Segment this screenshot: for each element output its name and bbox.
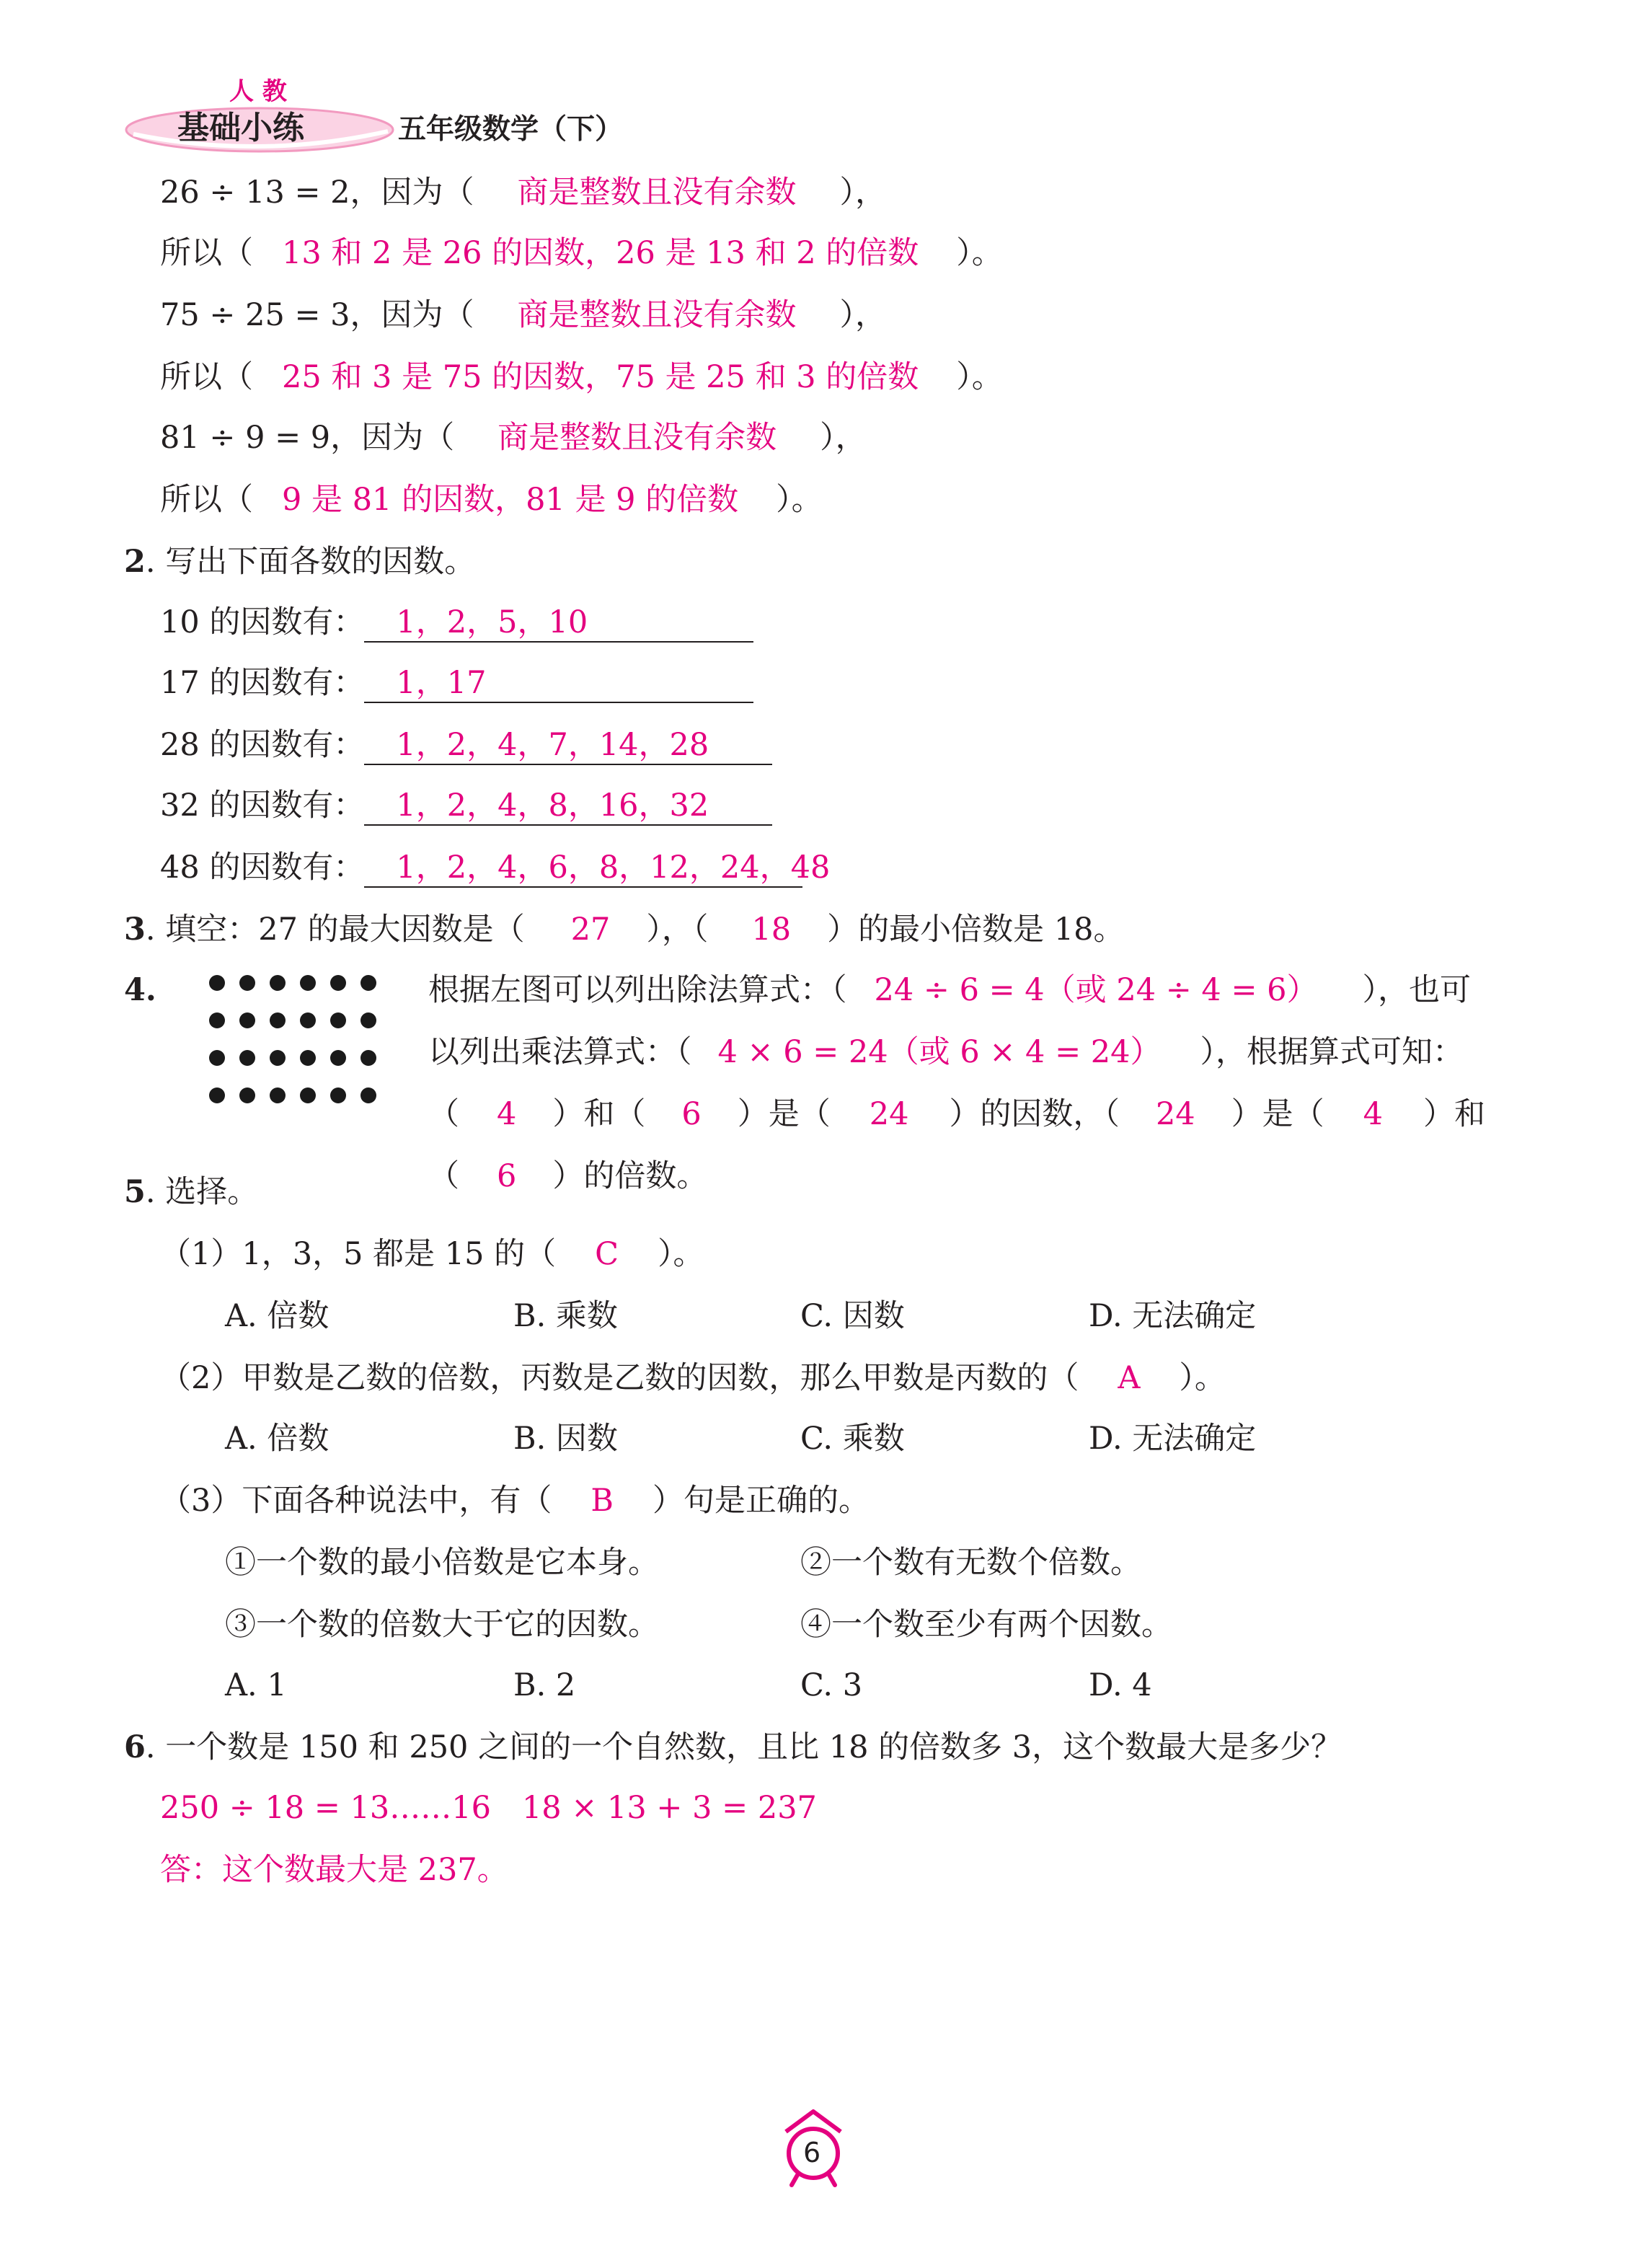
q5-sub-2-answer: A [1118,1360,1141,1396]
q2-row-label: 48 的因数有： [160,850,365,886]
dot [330,1050,346,1066]
q1-line-2-text: 所以（ [160,235,253,271]
dot [330,975,346,991]
q5-statement-2: ②一个数有无数个倍数。 [800,1545,1141,1581]
q4-text: ），也可 [1362,972,1471,1008]
q5-sub-3-opt-c: C. 3 [800,1667,863,1703]
question-3 [124,912,1125,948]
dot [330,1087,346,1103]
q6-stem-text: . 一个数是 150 和 250 之间的一个自然数，且比 18 的倍数多 3，这个数最大是多少？ [145,1729,1342,1765]
q5-sub-1-opt-a: A. 倍数 [225,1298,329,1334]
q5-sub-2 [160,1360,1226,1396]
q5-sub-3-opt-b: B. 2 [513,1667,576,1703]
q1-line-3-answer: 商是整数且没有余数 [517,297,797,333]
q1-line-4-end: ）。 [956,359,1003,395]
q2-row-answer: 1，2，4，6，8，12，24，48 [396,850,831,886]
q5-number: 5 [124,1174,146,1210]
dot [300,975,316,991]
q3-text-3: ）的最小倍数是 18。 [827,912,1125,948]
q6-working: 250 ÷ 18 = 13……16 18 × 13 + 3 = 237 [160,1790,817,1826]
page-number: 6 [803,2137,821,2168]
q2-row-label: 28 的因数有： [160,727,365,763]
q2-row-answer: 1，2，4，7，14，28 [396,727,709,763]
q5-sub-3-end: ）句是正确的。 [652,1483,870,1519]
q1-line-1-answer: 商是整数且没有余数 [517,175,797,211]
dot [360,1087,376,1103]
q1-line-5-answer: 商是整数且没有余数 [497,420,777,456]
dot [239,975,255,991]
q1-line-6-answer: 9 是 81 的因数，81 是 9 的倍数 [282,482,739,518]
q4-answer: 6 [497,1158,517,1194]
q2-row-28 [160,727,772,765]
q2-row-answer: 1，2，4，8，16，32 [396,787,709,824]
q4-line-3 [428,1096,1486,1132]
q5-sub-3 [160,1483,870,1519]
q3-number: 3 [124,912,146,948]
q2-row-answer: 1，17 [396,665,487,701]
dot [300,1050,316,1066]
q1-line-5 [160,420,867,456]
q4-number-text: 4 [124,972,146,1008]
q5-sub-2-end: ）。 [1179,1360,1226,1396]
q2-row-label: 10 的因数有： [160,604,365,640]
dot [239,1050,255,1066]
q4-answer: 24 [869,1096,909,1132]
dot [270,975,286,991]
dot [209,1087,225,1103]
q5-sub-1-opt-c: C. 因数 [800,1298,905,1334]
dot [270,1087,286,1103]
q2-stem [124,544,476,580]
q5-sub-2-opt-d: D. 无法确定 [1089,1421,1257,1457]
dot [270,1050,286,1066]
q6-stem [124,1729,1342,1765]
q4-text: ）的因数，（ [949,1096,1120,1132]
q4-answer: 4 [1363,1096,1384,1132]
q2-row-label: 32 的因数有： [160,787,365,824]
q4-answer-multiplication: 4 × 6 = 24（或 6 × 4 = 24） [717,1034,1162,1070]
q5-sub-1-opt-d: D. 无法确定 [1089,1298,1257,1334]
q4-text: ）的倍数。 [552,1158,708,1194]
q5-stem-text: . 选择。 [145,1174,259,1210]
q4-text: ）是（ [737,1096,831,1132]
q4-answer: 4 [497,1096,517,1132]
q3-text-1: . 填空：27 的最大因数是（ [145,912,525,948]
q4-text: （ [428,1158,459,1194]
q5-sub-2-question: （2）甲数是乙数的倍数，丙数是乙数的因数，那么甲数是丙数的（ [160,1360,1079,1396]
q4-text: 以列出乘法算式：（ [428,1034,692,1070]
answer-line [364,850,831,888]
dot [239,1012,255,1028]
dot [330,1012,346,1028]
q2-row-label: 17 的因数有： [160,665,365,701]
q3-answer-2: 18 [751,912,792,948]
q1-line-5-end: ）， [820,420,867,456]
publisher-tag: 人 教 [229,77,287,106]
q1-line-3 [160,297,887,333]
q1-line-3-text: 75 ÷ 25 = 3，因为（ [160,297,474,333]
q5-sub-3-question: （3）下面各种说法中，有（ [160,1483,552,1519]
dot [300,1012,316,1028]
q5-stem [124,1174,259,1210]
q2-row-10 [160,604,753,643]
q1-line-2 [160,235,1003,271]
q4-text: ），根据算式可知： [1200,1034,1464,1070]
q2-stem-text: . 写出下面各数的因数。 [145,544,476,580]
q3-text-2: ），（ [646,912,709,948]
book-title: 五年级数学（下） [398,113,624,146]
q5-sub-1-opt-b: B. 乘数 [513,1298,618,1334]
q1-line-6-end: ）。 [776,482,823,518]
q6-answer: 答：这个数最大是 237。 [160,1852,508,1888]
q1-line-6 [160,482,823,518]
q1-line-3-end: ）， [839,297,887,333]
q2-row-48 [160,850,831,888]
q5-sub-1 [160,1236,704,1272]
q5-sub-1-answer: C [595,1236,619,1272]
q1-line-4 [160,359,1003,395]
q1-line-2-end: ）。 [956,235,1003,271]
q4-text: ）和（ [552,1096,646,1132]
q5-sub-2-opt-a: A. 倍数 [225,1421,329,1457]
q4-line-1 [428,972,1471,1008]
dot [360,1050,376,1066]
dot [209,975,225,991]
q1-line-1-end: ）， [839,175,887,211]
q4-line-2 [428,1034,1464,1070]
dot [360,975,376,991]
q5-sub-2-opt-c: C. 乘数 [800,1421,905,1457]
q2-row-17 [160,665,753,703]
answer-line [364,604,753,643]
q1-line-6-text: 所以（ [160,482,253,518]
q1-line-1-text: 26 ÷ 13 = 2，因为（ [160,175,474,211]
q5-statement-1: ①一个数的最小倍数是它本身。 [225,1545,659,1581]
q5-sub-2-opt-b: B. 因数 [513,1421,618,1457]
q5-statement-4: ④一个数至少有两个因数。 [800,1607,1172,1643]
q4-number: 4. [124,972,156,1008]
dot [239,1087,255,1103]
q4-answer: 24 [1155,1096,1195,1132]
q3-answer-1: 27 [570,912,611,948]
answer-line [364,727,772,765]
q5-sub-1-end: ）。 [658,1236,704,1272]
dot [360,1012,376,1028]
dot [209,1050,225,1066]
q4-text: ）和 [1423,1096,1486,1132]
dot-array-figure [208,974,388,1111]
q5-sub-3-opt-d: D. 4 [1089,1667,1152,1703]
q4-answer-division: 24 ÷ 6 = 4（或 24 ÷ 4 = 6） [874,972,1318,1008]
dot [209,1012,225,1028]
q5-statement-3: ③一个数的倍数大于它的因数。 [225,1607,659,1643]
series-title: 基础小练 [177,110,304,146]
dot [300,1087,316,1103]
q2-number: 2 [124,544,146,580]
q4-line-4 [428,1158,708,1194]
q5-sub-3-opt-a: A. 1 [225,1667,287,1703]
q4-text: ）是（ [1231,1096,1324,1132]
dot [270,1012,286,1028]
q6-number: 6 [124,1729,146,1765]
q2-row-32 [160,787,772,826]
q5-sub-1-question: （1）1，3，5 都是 15 的（ [160,1236,557,1272]
q4-answer: 6 [681,1096,702,1132]
q4-text: （ [428,1096,459,1132]
q4-text: 根据左图可以列出除法算式：（ [428,972,847,1008]
answer-line [364,665,753,703]
q2-row-answer: 1，2，5，10 [396,604,588,640]
q1-line-1 [160,175,887,211]
q5-sub-3-answer: B [590,1483,614,1519]
q1-line-4-text: 所以（ [160,359,253,395]
q1-line-5-text: 81 ÷ 9 = 9，因为（ [160,420,455,456]
q1-line-4-answer: 25 和 3 是 75 的因数，75 是 25 和 3 的倍数 [282,359,919,395]
answer-line [364,787,772,826]
q1-line-2-answer: 13 和 2 是 26 的因数，26 是 13 和 2 的倍数 [282,235,919,271]
